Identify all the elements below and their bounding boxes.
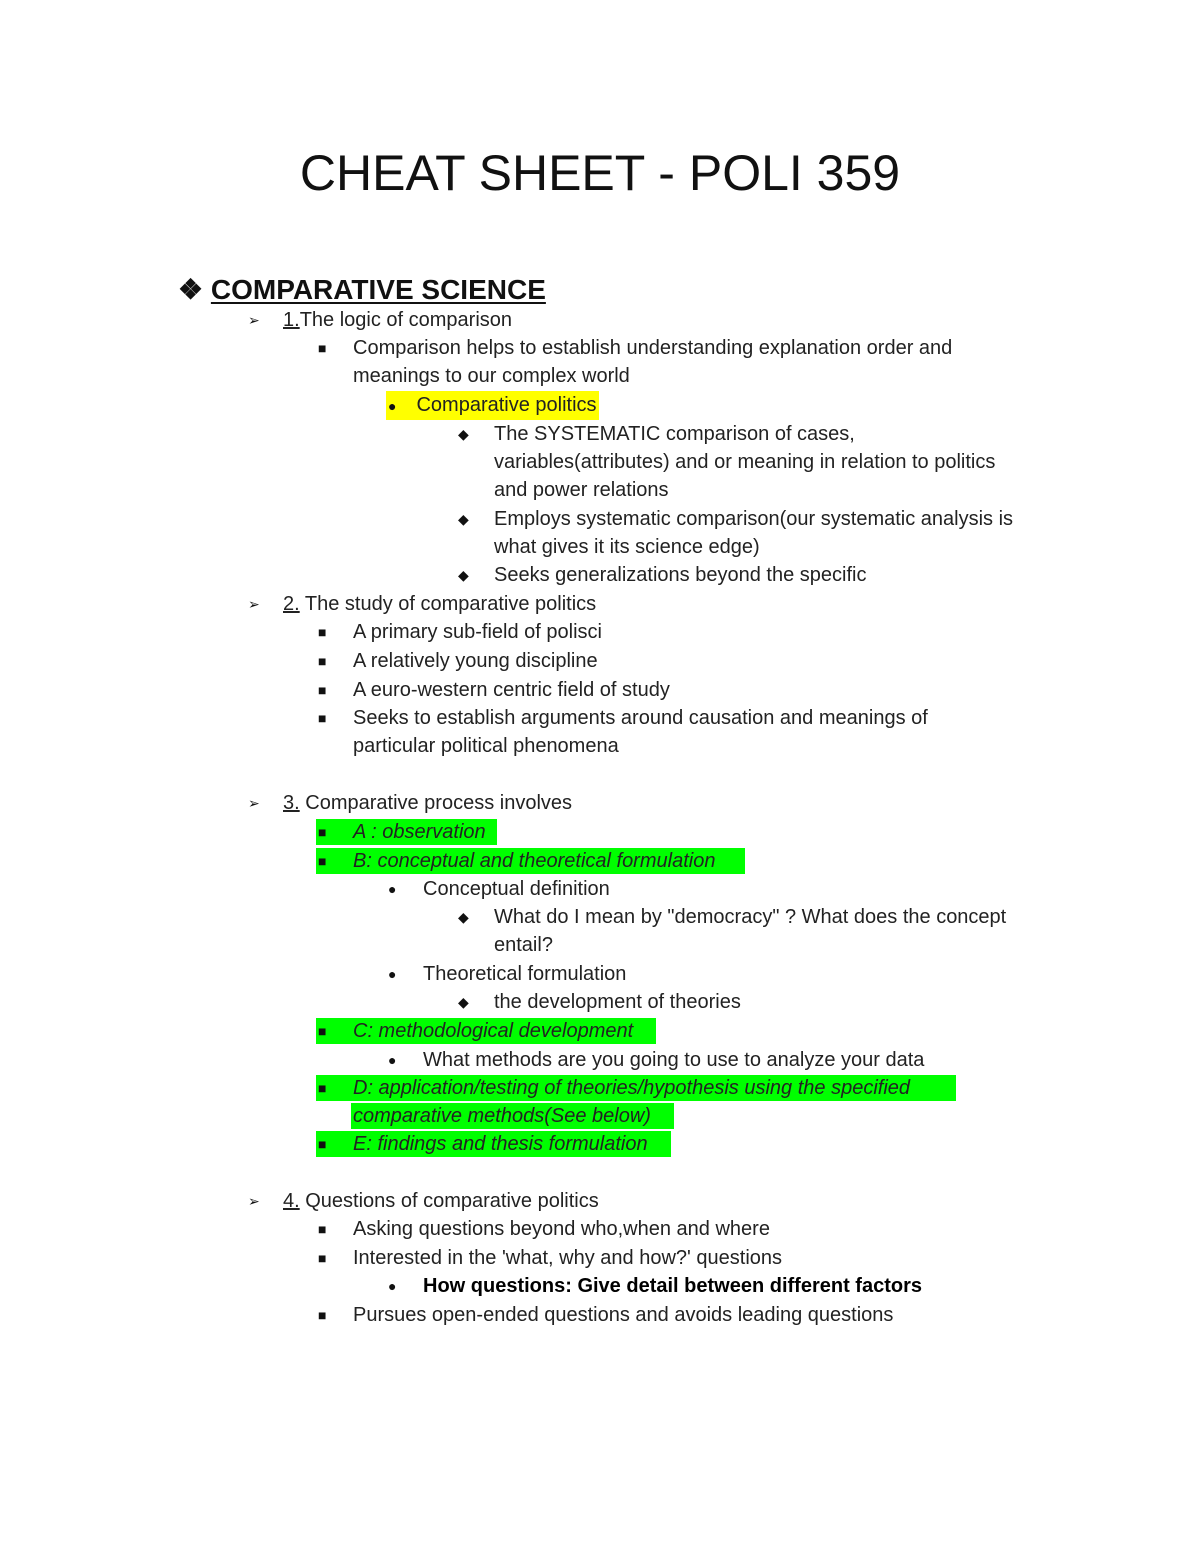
list-item-4 — [283, 1187, 599, 1215]
list-item: Comparison helps to establish understanding explanation order and — [353, 337, 953, 359]
diamond-bullet-icon: ◆ — [458, 909, 469, 925]
list-item: Pursues open-ended questions and avoids leading questions — [353, 1304, 894, 1326]
list-item: Conceptual definition — [423, 878, 610, 900]
list-item-bold: How questions: Give detail between different factors — [423, 1275, 922, 1297]
list-item-cont: particular political phenomena — [353, 735, 619, 757]
square-bullet-icon: ■ — [318, 1307, 327, 1323]
diamond-bullet-icon: ◆ — [458, 994, 469, 1010]
list-item: C: methodological development — [353, 1020, 634, 1042]
square-bullet-icon: ■ — [318, 340, 327, 356]
list-item: Interested in the 'what, why and how?' questions — [353, 1247, 783, 1269]
list-item: Asking questions beyond who,when and where — [353, 1218, 770, 1240]
item-number: 3. — [283, 792, 300, 814]
list-item: D: application/testing of theories/hypothesis using the specified — [353, 1077, 911, 1099]
arrow-bullet-icon: ➢ — [248, 795, 260, 811]
list-item-1 — [283, 306, 512, 334]
square-bullet-icon: ■ — [318, 1221, 327, 1237]
highlighted-item: ● Comparative politics — [386, 391, 599, 420]
square-bullet-icon: ■ — [318, 1080, 327, 1096]
list-item-cont: comparative methods(See below) — [353, 1105, 651, 1127]
dot-bullet-icon: ● — [388, 1278, 397, 1294]
list-item: B: conceptual and theoretical formulation — [353, 850, 716, 872]
item-number: 4. — [283, 1190, 300, 1212]
list-item: Seeks generalizations beyond the specific — [494, 564, 867, 586]
list-item-cont: what gives it its science edge) — [494, 536, 760, 558]
square-bullet-icon: ■ — [318, 624, 327, 640]
list-item: A primary sub-field of polisci — [353, 621, 602, 643]
list-item: A euro-western centric field of study — [353, 679, 670, 701]
square-bullet-icon: ■ — [318, 653, 327, 669]
square-bullet-icon: ■ — [318, 1250, 327, 1266]
list-item-cont: entail? — [494, 934, 553, 956]
list-item: Employs systematic comparison(our systematic analysis is — [494, 508, 1014, 530]
item-number: 2. — [283, 593, 300, 615]
list-item: Theoretical formulation — [423, 963, 627, 985]
list-item-cont: meanings to our complex world — [353, 365, 630, 387]
list-item: The SYSTEMATIC comparison of cases, — [494, 423, 855, 445]
list-item-cont: and power relations — [494, 479, 669, 501]
list-item-3 — [283, 789, 572, 817]
dot-bullet-icon: ● — [388, 881, 397, 897]
item-text: Comparative process involves — [305, 792, 573, 814]
square-bullet-icon: ■ — [318, 853, 327, 869]
list-item: What do I mean by "democracy" ? What does the concept — [494, 906, 1007, 928]
diamond-four-icon: ❖ — [178, 274, 204, 305]
square-bullet-icon: ■ — [318, 682, 327, 698]
diamond-bullet-icon: ◆ — [458, 511, 469, 527]
list-item: E: findings and thesis formulation — [353, 1133, 648, 1155]
diamond-bullet-icon: ◆ — [458, 426, 469, 442]
section-heading-text: COMPARATIVE SCIENCE — [210, 274, 546, 305]
arrow-bullet-icon: ➢ — [248, 312, 260, 328]
square-bullet-icon: ■ — [318, 1136, 327, 1152]
page-title: CHEAT SHEET - POLI 359 — [299, 145, 901, 201]
list-item: the development of theories — [494, 991, 741, 1013]
square-bullet-icon: ■ — [318, 710, 327, 726]
dot-bullet-icon: ● — [388, 966, 397, 982]
list-item: A : observation — [353, 821, 486, 843]
arrow-bullet-icon: ➢ — [248, 596, 260, 612]
arrow-bullet-icon: ➢ — [248, 1193, 260, 1209]
item-number: 1. — [283, 309, 300, 331]
square-bullet-icon: ■ — [318, 824, 327, 840]
item-text: The study of comparative politics — [304, 593, 597, 615]
list-item: A relatively young discipline — [353, 650, 598, 672]
section-heading — [178, 273, 546, 307]
list-item: Seeks to establish arguments around causation and meanings of — [353, 707, 928, 729]
item-text: The logic of comparison — [299, 309, 513, 331]
dot-bullet-icon: ● — [388, 1052, 397, 1068]
list-item: What methods are you going to use to analyze your data — [423, 1049, 925, 1071]
diamond-bullet-icon: ◆ — [458, 567, 469, 583]
item-text: Questions of comparative politics — [305, 1190, 599, 1212]
square-bullet-icon: ■ — [318, 1023, 327, 1039]
list-item-cont: variables(attributes) and or meaning in relation to politics — [494, 451, 996, 473]
dot-bullet-icon: ● — [388, 398, 397, 414]
list-item-2 — [283, 590, 596, 618]
